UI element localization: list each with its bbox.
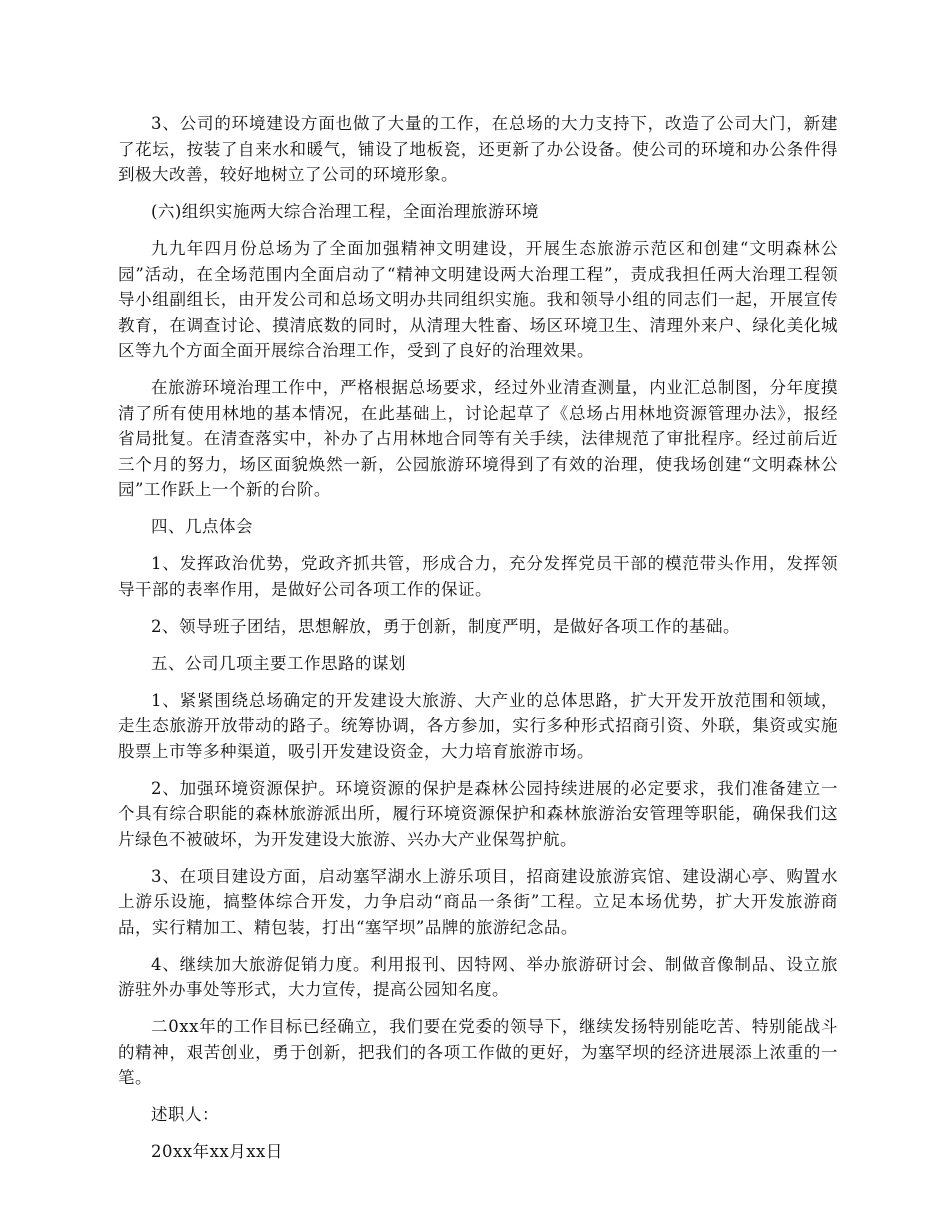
section-heading-plans: 五、公司几项主要工作思路的谋划 [151,653,406,673]
section-heading-six: (六)组织实施两大综合治理工程，全面治理旅游环境 [151,202,539,221]
paragraph-plan-2: 2、加强环境资源保护。环境资源的保护是森林公园持续进展的必定要求，我们准备建立一个具有综合职能的森林旅游派出所，履行环境资源保护和森林旅游治安管理等职能，确保我们这片绿色不被破坏，为开发建设大旅游、兴办大产业保驾护航。 [118,778,838,849]
paragraph-plan-3: 3、在项目建设方面，启动塞罕湖水上游乐项目，招商建设旅游宾馆、建设湖心亭、购置水上游乐设施，搞整体综合开发，力争启动“商品一条街”工程。立足本场优势，扩大开发旅游商品，实行精加工、精包装，打出“塞罕坝”品牌的旅游纪念品。 [118,866,838,937]
paragraph-conclusion: 二0xx年的工作目标已经确立，我们要在党委的领导下，继续发扬特别能吃苦、特别能战斗的精神，艰苦创业，勇于创新，把我们的各项工作做的更好，为塞罕坝的经济进展添上浓重的一笔。 [118,1017,838,1087]
paragraph-tourism-environment-governance: 在旅游环境治理工作中，严格根据总场要求，经过外业清查测量，内业汇总制图，分年度摸清了所有使用林地的基本情况，在此基础上，讨论起草了《总场占用林地资源管理办法》，报经省局批复。在清查落实中，补办了占用林地合同等有关手续，法律规范了审批程序。经过前后近三个月的努力，场区面貌焕然一新，公园旅游环境得到了有效的治理，使我场创建“文明森林公园”工作跃上一个新的台阶。 [118,378,838,499]
document-body [118,111,838,1176]
date-line: 20xx年xx月xx日 [151,1142,283,1161]
paragraph-plan-1: 1、紧紧围绕总场确定的开发建设大旅游、大产业的总体思路，扩大开发开放范围和领域，走生态旅游开放带动的路子。统筹协调，各方参加，实行多种形式招商引资、外联，集资或实施股票上市等多种渠道，吸引开发建设资金，大力培育旅游市场。 [118,690,838,761]
paragraph-civilization-campaign: 九九年四月份总场为了全面加强精神文明建设，开展生态旅游示范区和创建“文明森林公园”活动，在全场范围内全面启动了“精神文明建设两大治理工程”，责成我担任两大治理工程领导小组副组长，由开发公司和总场文明办共同组织实施。我和领导小组的同志们一起，开展宣传教育，在调查讨论、摸清底数的同时，从清理大牲畜、场区环境卫生、清理外来户、绿化美化城区等九个方面全面开展综合治理工作，受到了良好的治理效果。 [118,239,838,360]
paragraph-experience-2: 2、领导班子团结，思想解放，勇于创新，制度严明，是做好各项工作的基础。 [151,616,740,636]
signature-label: 述职人： [151,1105,219,1124]
paragraph-environment-construction: 3、公司的环境建设方面也做了大量的工作，在总场的大力支持下，改造了公司大门，新建了花坛，按装了自来水和暖气，铺设了地板瓷，还更新了办公设备。使公司的环境和办公条件得到极大改善，较好地树立了公司的环境形象。 [118,114,838,184]
section-heading-experiences: 四、几点体会 [151,517,253,536]
paragraph-experience-1: 1、发挥政治优势，党政齐抓共管，形成合力，充分发挥党员干部的模范带头作用，发挥领导干部的表率作用，是做好公司各项工作的保证。 [118,554,838,599]
paragraph-plan-4: 4、继续加大旅游促销力度。利用报刊、因特网、举办旅游研讨会、制做音像制品、设立旅游驻外办事处等形式，大力宣传，提高公园知名度。 [118,954,838,999]
